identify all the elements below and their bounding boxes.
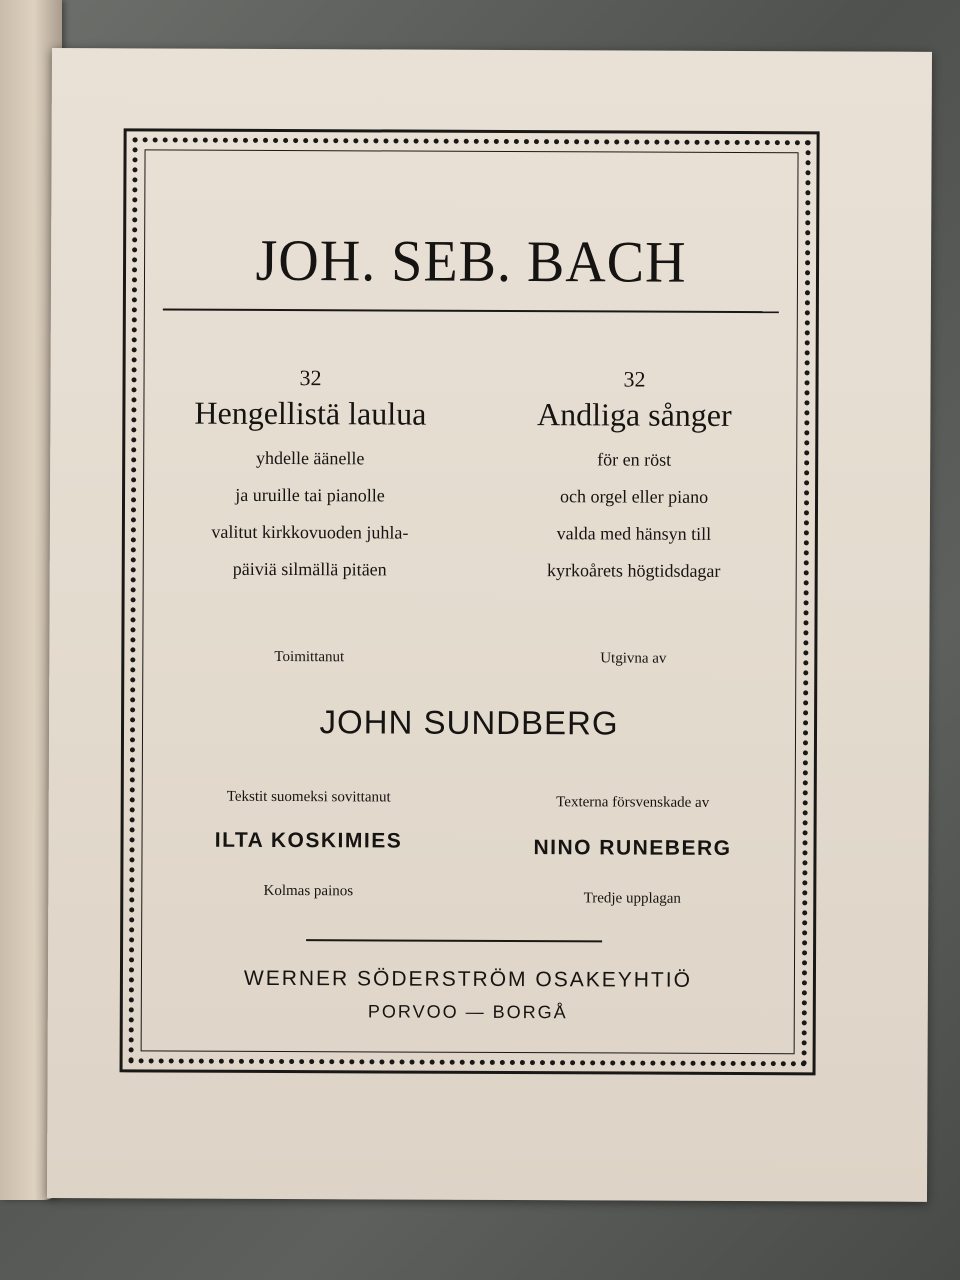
finnish-edition: Kolmas painos <box>263 882 354 900</box>
swedish-column <box>484 366 785 590</box>
bottom-rule <box>306 939 602 942</box>
finnish-column <box>160 364 461 588</box>
swedish-count: 32 <box>623 366 646 392</box>
finnish-line: ja uruille tai pianolle <box>235 484 385 506</box>
swedish-line: för en röst <box>597 449 672 470</box>
finnish-translator-name: ILTA KOSKIMIES <box>214 828 403 853</box>
publisher-name: WERNER SÖDERSTRÖM OSAKEYHTIÖ <box>243 966 693 992</box>
editor-name: JOHN SUNDBERG <box>319 703 619 742</box>
publisher-place: PORVOO — BORGÅ <box>367 1001 568 1023</box>
swedish-line: valda med hänsyn till <box>556 523 712 544</box>
swedish-translator-name: NINO RUNEBERG <box>533 836 732 860</box>
swedish-title: Andliga sånger <box>537 396 732 433</box>
finnish-title: Hengellistä laulua <box>194 394 427 432</box>
swedish-editor-label: Utgivna av <box>600 650 667 667</box>
title-page <box>47 48 932 1202</box>
finnish-line: yhdelle äänelle <box>255 447 365 469</box>
finnish-line: päiviä silmällä pitäen <box>232 558 387 580</box>
title-content <box>120 128 820 1075</box>
swedish-line: och orgel eller piano <box>559 486 709 507</box>
swedish-edition: Tredje upplagan <box>583 890 682 907</box>
composer-name: JOH. SEB. BACH <box>255 228 687 296</box>
finnish-subtitle <box>160 439 461 588</box>
swedish-translator-label: Texterna försvenskade av <box>556 794 710 811</box>
finnish-translator-label: Tekstit suomeksi sovittanut <box>226 788 391 806</box>
finnish-line: valitut kirkkovuoden juhla- <box>211 521 409 543</box>
top-rule <box>163 308 779 313</box>
finnish-editor-label: Toimittanut <box>274 648 345 666</box>
finnish-count: 32 <box>299 365 322 391</box>
swedish-subtitle <box>484 441 785 590</box>
swedish-line: kyrkoårets högtidsdagar <box>546 560 721 581</box>
